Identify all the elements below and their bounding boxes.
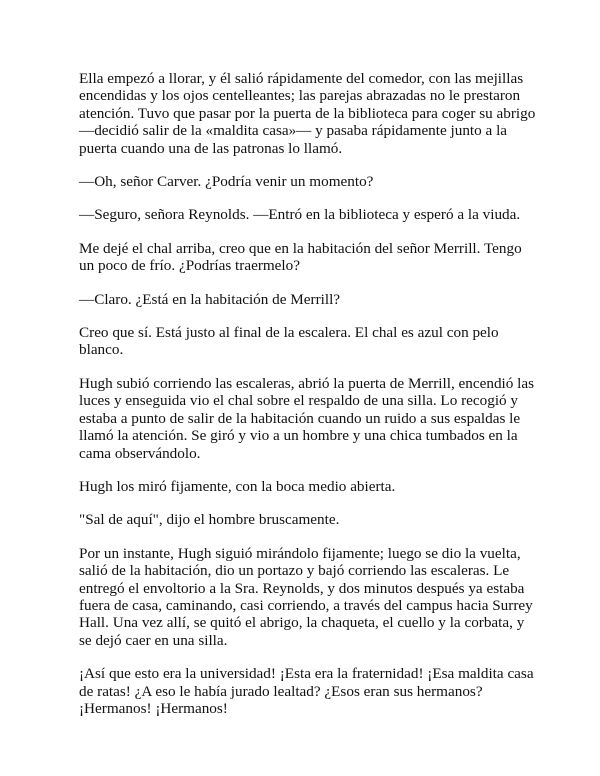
paragraph-10: Por un instante, Hugh siguió mirándolo fijamente; luego se dio la vuelta, salió de la habitación, dio un portazo y bajó corriendo las escaleras. Le entregó el envoltorio a la Sra. Reynolds, y dos minutos después ya estaba fuera de casa, caminando, casi corriendo, a través del campus hacia Surrey Hall. Una vez allí, se quitó el abrigo, la chaqueta, el cuello y la corbata, y se dejó caer en una silla. (79, 544, 533, 649)
paragraph-1: Ella empezó a llorar, y él salió rápidamente del comedor, con las mejillas encendidas y los ojos centelleantes; las parejas abrazadas no le prestaron atención. Tuvo que pasar por la puerta de la biblioteca para coger su abrigo —decidió salir de la «maldita casa»— y pasaba rápidamente junto a la puerta cuando una de las patronas lo llamó. (79, 70, 536, 157)
paragraph-11: ¡Así que esto era la universidad! ¡Esta era la fraternidad! ¡Esa maldita casa de ratas! ¿A eso le había jurado lealtad? ¿Esos eran sus hermanos? ¡Hermanos! ¡Hermanos! (79, 665, 534, 717)
paragraph-3: —Seguro, señora Reynolds. —Entró en la biblioteca y esperó a la viuda. (79, 206, 521, 224)
paragraph-7: Hugh subió corriendo las escaleras, abrió la puerta de Merrill, encendió las luces y enseguida vio el chal sobre el respaldo de una silla. Lo recogió y estaba a punto de salir de la habitación cuando un ruido a sus espaldas le llamó la atención. Se giró y vio a un hombre y una chica tumbados en la cama observándolo. (79, 374, 535, 462)
paragraph-5: —Claro. ¿Está en la habitación de Merrill? (79, 290, 341, 308)
paragraph-9: "Sal de aquí", dijo el hombre bruscamente. (79, 511, 340, 529)
paragraph-2: —Oh, señor Carver. ¿Podría venir un momento? (79, 173, 374, 191)
paragraph-8: Hugh los miró fijamente, con la boca medio abierta. (79, 477, 396, 495)
document-page (79, 70, 539, 733)
paragraph-4: Me dejé el chal arriba, creo que en la habitación del señor Merrill. Tengo un poco de frío. ¿Podrías traermelo? (79, 239, 522, 275)
paragraph-6: Creo que sí. Está justo al final de la escalera. El chal es azul con pelo blanco. (79, 324, 499, 359)
